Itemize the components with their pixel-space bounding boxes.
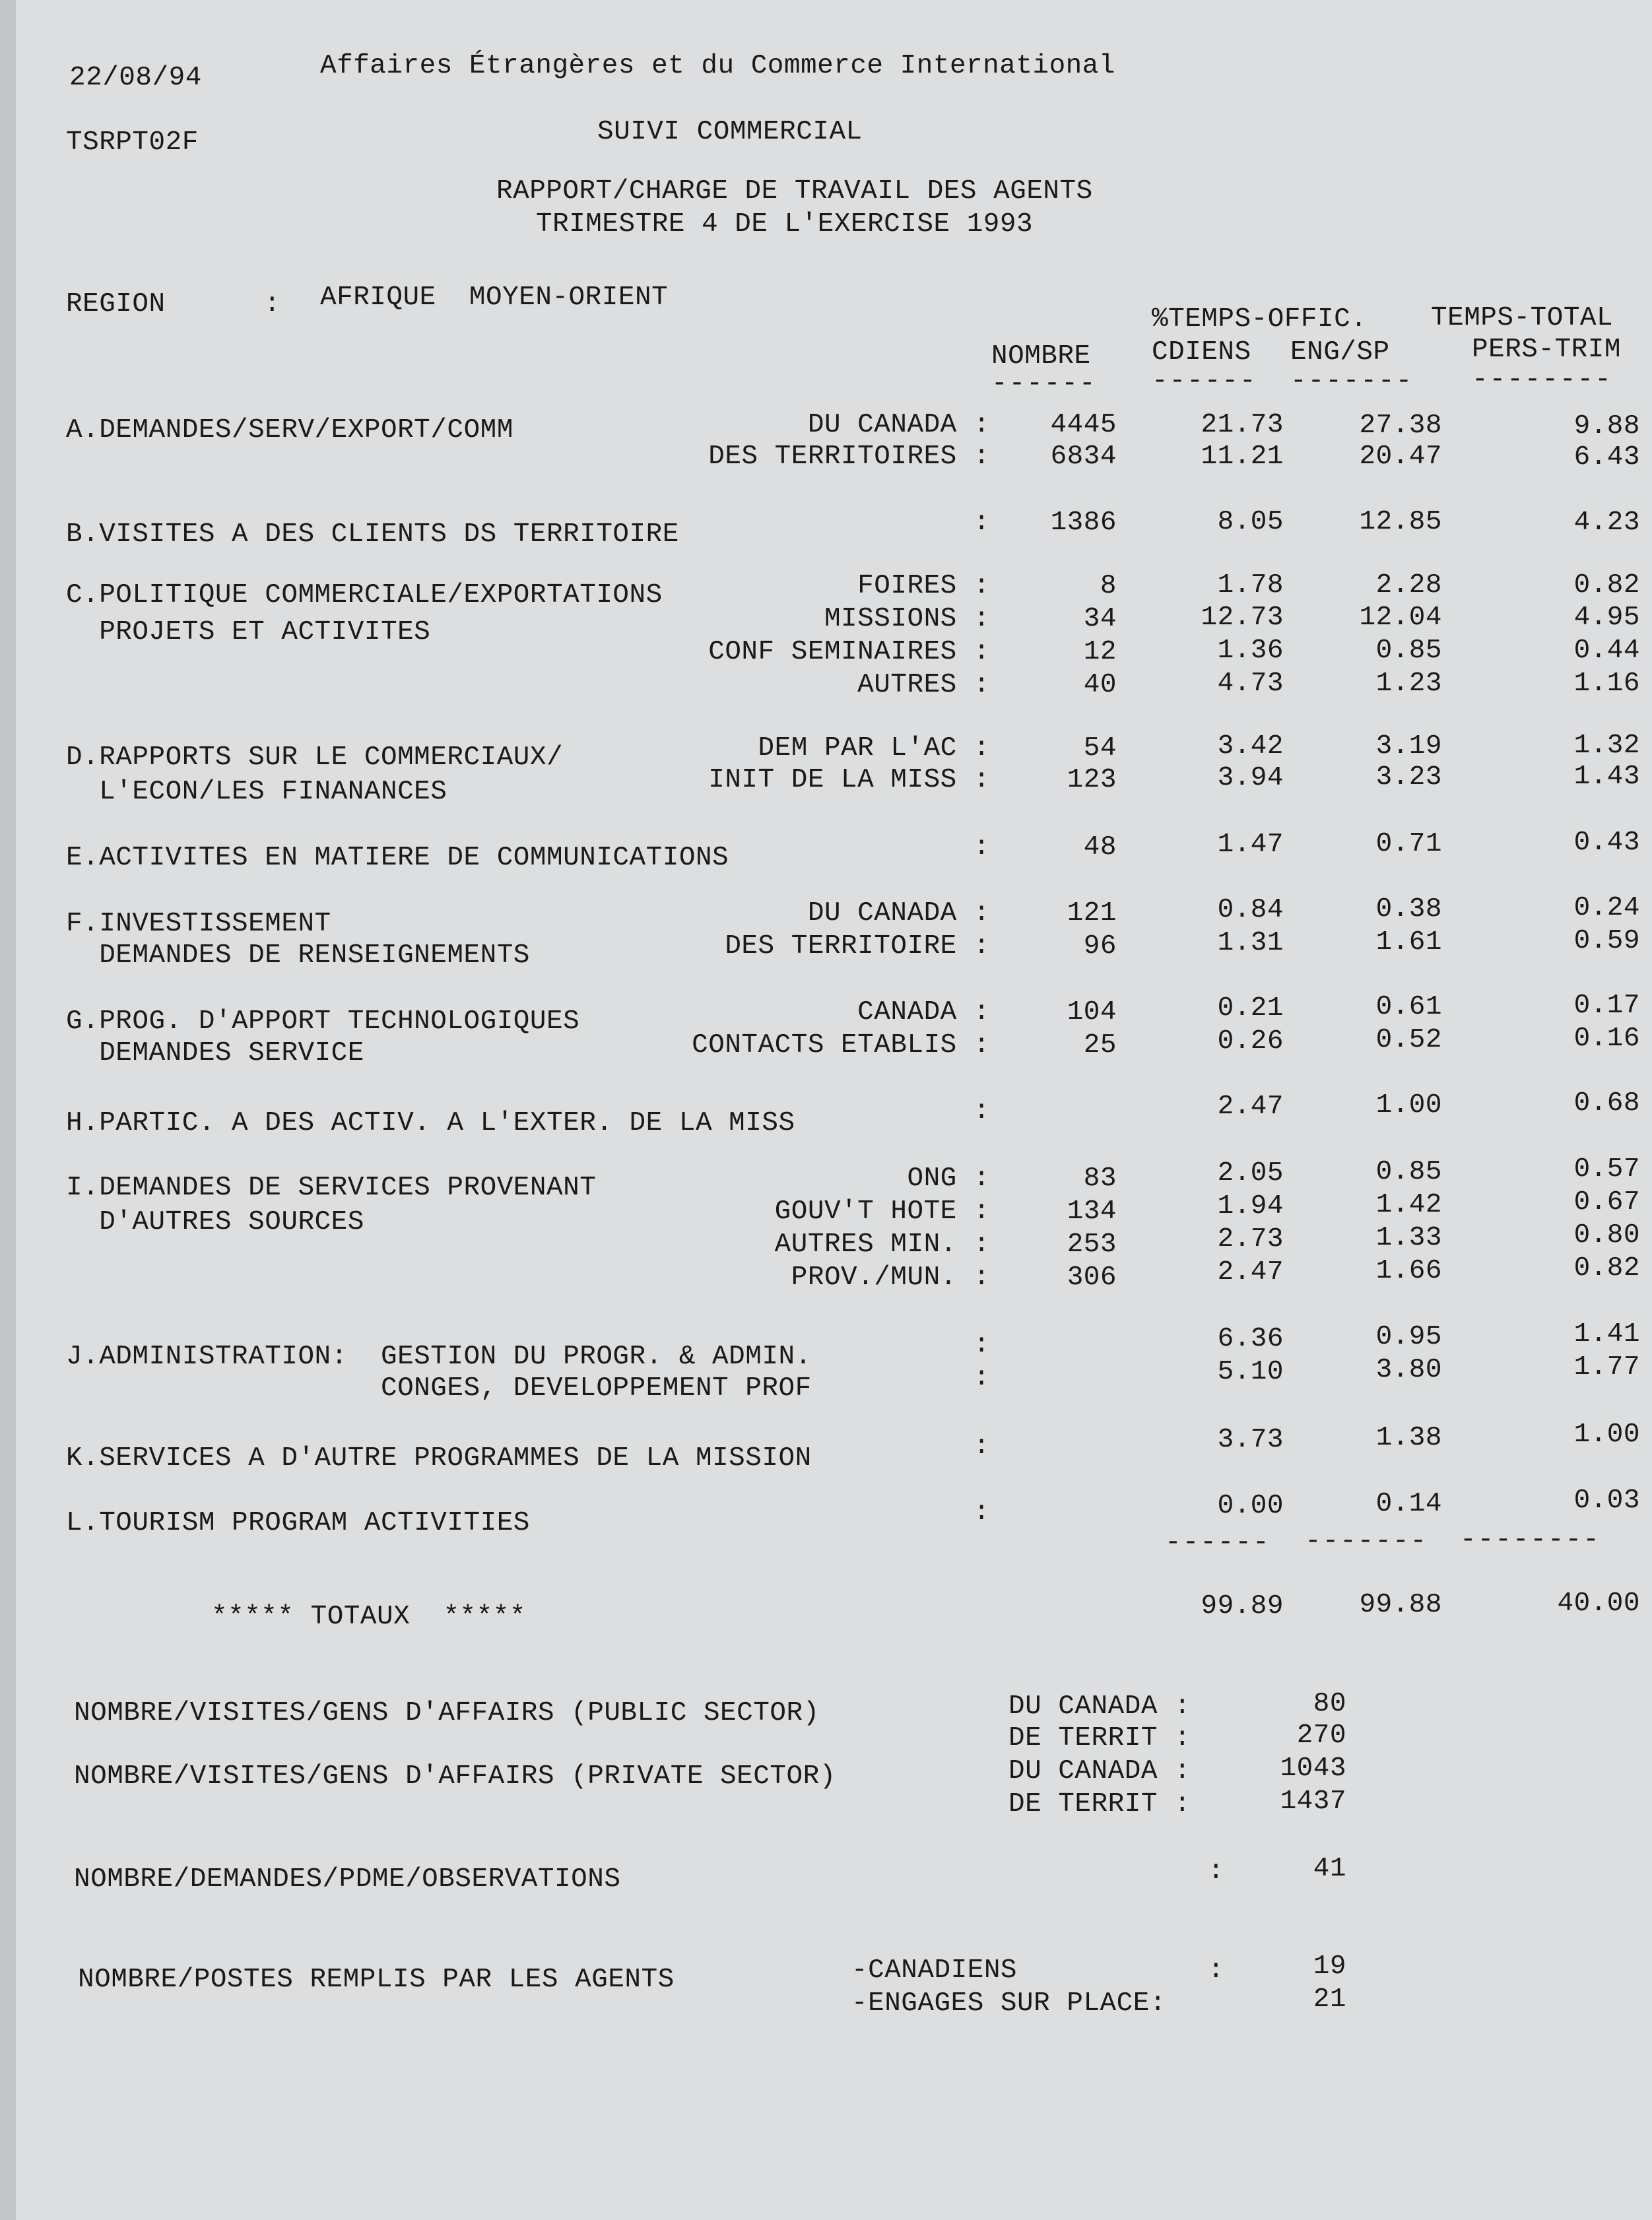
row-label: D.RAPPORTS SUR LE COMMERCIAUX/ bbox=[66, 742, 564, 773]
row-cdiens: 2.47 bbox=[1217, 1092, 1284, 1122]
private-canada-label: DU CANADA : bbox=[1008, 1756, 1191, 1786]
public-canada-value: 80 bbox=[1313, 1689, 1346, 1719]
row-sublabel: GOUV'T HOTE : bbox=[774, 1196, 990, 1227]
row-perstrim: 4.23 bbox=[1573, 507, 1640, 538]
row-sublabel: AUTRES MIN. : bbox=[774, 1229, 990, 1260]
column-header-nombre: NOMBRE bbox=[991, 341, 1091, 372]
row-sublabel: : bbox=[973, 507, 990, 538]
row-nombre: 4445 bbox=[1050, 410, 1117, 440]
postes-remplis-label: NOMBRE/POSTES REMPLIS PAR LES AGENTS bbox=[78, 1965, 675, 1995]
row-cdiens: 0.00 bbox=[1217, 1491, 1284, 1521]
row-cdiens: 1.94 bbox=[1217, 1191, 1284, 1222]
row-perstrim: 1.41 bbox=[1573, 1319, 1640, 1350]
row-sublabel: : bbox=[973, 1096, 990, 1126]
row-nombre: 48 bbox=[1083, 832, 1117, 863]
row-nombre: 25 bbox=[1083, 1030, 1117, 1061]
row-cdiens: 0.21 bbox=[1217, 993, 1284, 1024]
row-nombre: 306 bbox=[1067, 1262, 1117, 1293]
row-sublabel: DES TERRITOIRES : bbox=[708, 441, 990, 472]
row-cdiens: 2.05 bbox=[1217, 1158, 1284, 1189]
row-engsp: 0.95 bbox=[1375, 1322, 1442, 1353]
row-nombre: 54 bbox=[1083, 733, 1117, 764]
totals-rule-engsp: ------- bbox=[1305, 1526, 1428, 1557]
row-engsp: 2.28 bbox=[1375, 570, 1442, 601]
row-cdiens: 1.78 bbox=[1217, 570, 1284, 601]
row-cdiens: 3.94 bbox=[1217, 762, 1284, 793]
row-cdiens: 0.26 bbox=[1217, 1026, 1284, 1057]
row-perstrim: 1.43 bbox=[1573, 762, 1640, 792]
column-header-engsp: ENG/SP bbox=[1290, 337, 1390, 368]
row-perstrim: 1.32 bbox=[1573, 731, 1640, 761]
row-sublabel: CONTACTS ETABLIS : bbox=[692, 1030, 990, 1061]
row-nombre: 8 bbox=[1100, 571, 1117, 601]
row-engsp: 0.85 bbox=[1375, 1156, 1442, 1187]
row-engsp: 1.61 bbox=[1375, 927, 1442, 958]
organization-name: Affaires Étrangères et du Commerce International bbox=[320, 51, 1115, 81]
row-engsp: 12.85 bbox=[1359, 507, 1442, 538]
row-nombre: 253 bbox=[1067, 1229, 1117, 1260]
row-sublabel: DES TERRITOIRE : bbox=[725, 931, 990, 962]
row-cdiens: 3.42 bbox=[1217, 731, 1284, 762]
row-sublabel: CONF SEMINAIRES : bbox=[708, 637, 990, 667]
row-label: DEMANDES SERVICE bbox=[66, 1038, 364, 1068]
totals-rule-cdiens: ------ bbox=[1165, 1528, 1271, 1558]
column-group-temps-total: TEMPS-TOTAL bbox=[1431, 303, 1614, 333]
row-perstrim: 6.43 bbox=[1573, 442, 1640, 473]
row-engsp: 3.23 bbox=[1375, 762, 1442, 793]
row-nombre: 40 bbox=[1083, 670, 1117, 700]
row-perstrim: 1.00 bbox=[1573, 1420, 1640, 1450]
row-nombre: 12 bbox=[1083, 637, 1117, 667]
column-rule-nombre: ------ bbox=[991, 369, 1097, 399]
row-perstrim: 0.57 bbox=[1573, 1154, 1640, 1185]
pdme-observations-value: 41 bbox=[1313, 1854, 1346, 1884]
row-perstrim: 0.82 bbox=[1573, 570, 1640, 601]
row-nombre: 123 bbox=[1067, 765, 1117, 795]
row-label: F.INVESTISSEMENT bbox=[66, 909, 331, 939]
row-label: B.VISITES A DES CLIENTS DS TERRITOIRE bbox=[66, 519, 679, 550]
postes-canadiens-value: 19 bbox=[1313, 1951, 1346, 1982]
row-label: H.PARTIC. A DES ACTIV. A L'EXTER. DE LA MISS bbox=[66, 1108, 795, 1138]
row-engsp: 1.33 bbox=[1375, 1222, 1442, 1253]
row-label: E.ACTIVITES EN MATIERE DE COMMUNICATIONS bbox=[66, 843, 729, 873]
row-cdiens: 2.73 bbox=[1217, 1224, 1284, 1255]
totals-label: ***** TOTAUX ***** bbox=[211, 1602, 526, 1632]
row-sublabel: CANADA : bbox=[857, 997, 990, 1028]
row-perstrim: 9.88 bbox=[1573, 411, 1640, 441]
report-code: TSRPT02F bbox=[66, 127, 199, 158]
row-cdiens: 1.47 bbox=[1217, 829, 1284, 860]
row-engsp: 0.85 bbox=[1375, 636, 1442, 666]
region-label: REGION bbox=[66, 289, 166, 319]
report-period: TRIMESTRE 4 DE L'EXERCISE 1993 bbox=[536, 209, 1034, 240]
pdme-separator: : bbox=[1208, 1856, 1225, 1887]
row-cdiens: 3.73 bbox=[1217, 1425, 1284, 1455]
row-label: PROJETS ET ACTIVITES bbox=[66, 617, 431, 647]
row-sublabel: PROV./MUN. : bbox=[791, 1262, 990, 1293]
row-cdiens: 21.73 bbox=[1201, 410, 1284, 440]
pdme-observations-label: NOMBRE/DEMANDES/PDME/OBSERVATIONS bbox=[74, 1864, 621, 1895]
row-perstrim: 4.95 bbox=[1573, 603, 1640, 633]
region-separator: : bbox=[264, 289, 281, 319]
row-perstrim: 0.59 bbox=[1573, 926, 1640, 956]
total-cdiens: 99.89 bbox=[1201, 1591, 1284, 1621]
row-sublabel: FOIRES : bbox=[857, 571, 990, 601]
row-label: J.ADMINISTRATION: GESTION DU PROGR. & ADMIN. bbox=[66, 1342, 812, 1372]
system-name: SUIVI COMMERCIAL bbox=[597, 117, 863, 147]
row-perstrim: 0.68 bbox=[1573, 1088, 1640, 1119]
row-label: L'ECON/LES FINANANCES bbox=[66, 777, 447, 807]
row-engsp: 1.66 bbox=[1375, 1255, 1442, 1286]
private-canada-value: 1043 bbox=[1280, 1753, 1346, 1784]
row-nombre: 1386 bbox=[1050, 507, 1117, 538]
row-engsp: 20.47 bbox=[1359, 441, 1442, 473]
row-perstrim: 0.17 bbox=[1573, 991, 1640, 1021]
row-engsp: 1.00 bbox=[1375, 1090, 1442, 1121]
row-engsp: 3.80 bbox=[1375, 1355, 1442, 1386]
row-cdiens: 5.10 bbox=[1217, 1357, 1284, 1387]
row-nombre: 34 bbox=[1083, 604, 1117, 634]
public-sector-visits-label: NOMBRE/VISITES/GENS D'AFFAIRS (PUBLIC SECTOR) bbox=[74, 1698, 820, 1728]
row-label: L.TOURISM PROGRAM ACTIVITIES bbox=[66, 1508, 530, 1538]
row-label: DEMANDES DE RENSEIGNEMENTS bbox=[66, 940, 530, 971]
row-cdiens: 4.73 bbox=[1217, 669, 1284, 699]
report-title: RAPPORT/CHARGE DE TRAVAIL DES AGENTS bbox=[496, 176, 1093, 207]
total-engsp: 99.88 bbox=[1359, 1590, 1442, 1620]
row-engsp: 1.38 bbox=[1375, 1422, 1442, 1453]
row-engsp: 0.52 bbox=[1375, 1025, 1442, 1056]
column-header-cdiens: CDIENS bbox=[1152, 337, 1251, 368]
row-nombre: 83 bbox=[1083, 1163, 1117, 1194]
row-cdiens: 6.36 bbox=[1217, 1324, 1284, 1354]
row-perstrim: 0.67 bbox=[1573, 1187, 1640, 1218]
row-engsp: 3.19 bbox=[1375, 731, 1442, 762]
row-cdiens: 1.31 bbox=[1217, 928, 1284, 958]
row-sublabel: MISSIONS : bbox=[824, 604, 990, 634]
row-perstrim: 0.82 bbox=[1573, 1253, 1640, 1284]
postes-canadiens-separator: : bbox=[1208, 1955, 1225, 1986]
row-engsp: 12.04 bbox=[1359, 603, 1442, 633]
row-engsp: 1.42 bbox=[1375, 1189, 1442, 1220]
row-sublabel: DEM PAR L'AC : bbox=[758, 733, 990, 764]
row-perstrim: 0.03 bbox=[1573, 1485, 1640, 1516]
row-engsp: 0.38 bbox=[1375, 894, 1442, 925]
row-engsp: 1.23 bbox=[1375, 669, 1442, 699]
report-date: 22/08/94 bbox=[69, 63, 202, 93]
row-cdiens: 11.21 bbox=[1201, 441, 1284, 472]
row-cdiens: 1.36 bbox=[1217, 636, 1284, 666]
row-perstrim: 0.80 bbox=[1573, 1220, 1640, 1251]
row-engsp: 27.38 bbox=[1359, 410, 1442, 441]
row-label: A.DEMANDES/SERV/EXPORT/COMM bbox=[66, 415, 513, 445]
column-rule-cdiens: ------ bbox=[1152, 366, 1257, 397]
row-engsp: 0.14 bbox=[1375, 1488, 1442, 1519]
row-perstrim: 0.44 bbox=[1573, 636, 1640, 666]
public-territ-value: 270 bbox=[1296, 1720, 1346, 1751]
row-nombre: 104 bbox=[1067, 997, 1117, 1028]
row-label: I.DEMANDES DE SERVICES PROVENANT bbox=[66, 1173, 597, 1203]
column-group-temps-offic: %TEMPS-OFFIC. bbox=[1152, 304, 1368, 335]
row-label: CONGES, DEVELOPPEMENT PROF bbox=[66, 1373, 812, 1404]
row-cdiens: 12.73 bbox=[1201, 603, 1284, 633]
private-territ-value: 1437 bbox=[1280, 1786, 1346, 1817]
row-sublabel: DU CANADA : bbox=[807, 898, 990, 929]
row-cdiens: 8.05 bbox=[1217, 507, 1284, 537]
total-perstrim: 40.00 bbox=[1557, 1588, 1640, 1619]
row-sublabel: : bbox=[973, 1330, 990, 1360]
postes-engages-value: 21 bbox=[1313, 1984, 1346, 2015]
row-perstrim: 0.24 bbox=[1573, 893, 1640, 923]
row-perstrim: 0.43 bbox=[1573, 828, 1640, 858]
row-label: G.PROG. D'APPORT TECHNOLOGIQUES bbox=[66, 1006, 580, 1037]
row-nombre: 96 bbox=[1083, 931, 1117, 962]
row-engsp: 0.71 bbox=[1375, 828, 1442, 859]
row-sublabel: : bbox=[973, 1497, 990, 1528]
row-engsp: 0.61 bbox=[1375, 992, 1442, 1023]
column-rule-engsp: ------- bbox=[1290, 366, 1414, 397]
region-value: AFRIQUE MOYEN-ORIENT bbox=[320, 282, 669, 313]
column-header-perstrim: PERS-TRIM bbox=[1472, 335, 1621, 365]
row-sublabel: INIT DE LA MISS : bbox=[708, 765, 990, 795]
public-territ-label: DE TERRIT : bbox=[1008, 1723, 1191, 1753]
row-sublabel: : bbox=[973, 1431, 990, 1462]
row-nombre: 134 bbox=[1067, 1196, 1117, 1227]
private-sector-visits-label: NOMBRE/VISITES/GENS D'AFFAIRS (PRIVATE SECTOR) bbox=[74, 1761, 836, 1792]
postes-engages-label: -ENGAGES SUR PLACE: bbox=[851, 1988, 1166, 2019]
postes-canadiens-label: -CANADIENS bbox=[851, 1955, 1018, 1986]
row-perstrim: 1.16 bbox=[1573, 669, 1640, 699]
row-label: C.POLITIQUE COMMERCIALE/EXPORTATIONS bbox=[66, 580, 663, 610]
row-sublabel: : bbox=[973, 1363, 990, 1393]
private-territ-label: DE TERRIT : bbox=[1008, 1789, 1191, 1819]
row-perstrim: 1.77 bbox=[1573, 1352, 1640, 1383]
row-nombre: 6834 bbox=[1050, 441, 1117, 472]
row-sublabel: ONG : bbox=[907, 1163, 990, 1194]
column-rule-perstrim: -------- bbox=[1472, 365, 1612, 395]
row-sublabel: : bbox=[973, 832, 990, 863]
public-canada-label: DU CANADA : bbox=[1008, 1691, 1191, 1722]
row-nombre: 121 bbox=[1067, 898, 1117, 929]
totals-rule-perstrim: -------- bbox=[1460, 1525, 1601, 1555]
row-cdiens: 2.47 bbox=[1217, 1257, 1284, 1288]
row-label: D'AUTRES SOURCES bbox=[66, 1207, 364, 1237]
row-sublabel: DU CANADA : bbox=[807, 410, 990, 440]
row-label: K.SERVICES A D'AUTRE PROGRAMMES DE LA MISSION bbox=[66, 1443, 812, 1474]
row-perstrim: 0.16 bbox=[1573, 1024, 1640, 1054]
row-cdiens: 0.84 bbox=[1217, 895, 1284, 925]
row-sublabel: AUTRES : bbox=[857, 670, 990, 700]
